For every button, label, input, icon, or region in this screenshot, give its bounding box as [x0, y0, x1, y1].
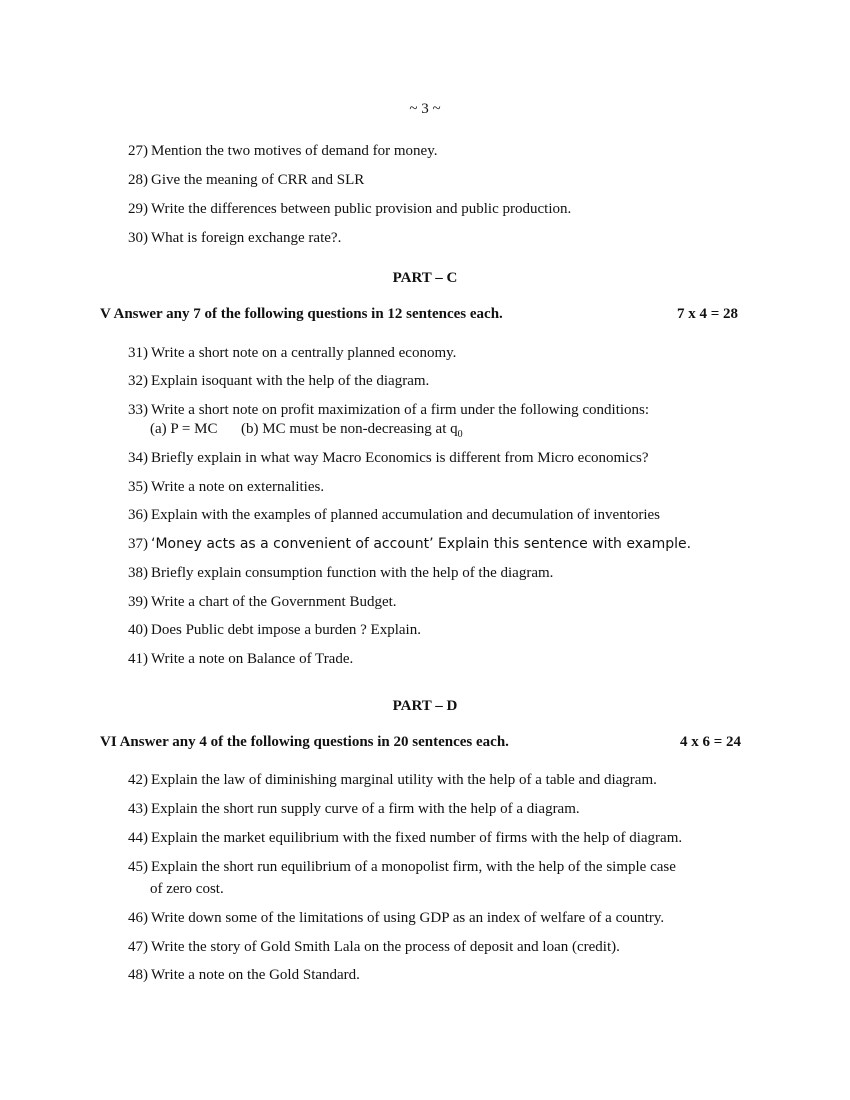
question-number: 33): [128, 402, 148, 418]
question-text: Write the story of Gold Smith Lala on the process of deposit and loan (credit).: [151, 939, 620, 955]
question-text: Mention the two motives of demand for money.: [151, 143, 438, 159]
question-text: Write a chart of the Government Budget.: [151, 594, 397, 610]
part-c-marks: 7 x 4 = 28: [677, 306, 739, 322]
question-number: 32): [128, 373, 148, 389]
question-text: Write down some of the limitations of using GDP as an index of welfare of a country.: [151, 910, 665, 926]
question-text: Give the meaning of CRR and SLR: [151, 172, 365, 188]
question-39: [122, 594, 397, 611]
question-number: 29): [128, 201, 148, 217]
question-text: Explain the short run supply curve of a firm with the help of a diagram.: [151, 801, 580, 817]
part-d-instruction: VI Answer any 4 of the following questions in 20 sentences each.: [100, 734, 509, 750]
question-text: Explain the short run equilibrium of a monopolist firm, with the help of the simple case: [151, 859, 676, 875]
question-42: [122, 772, 657, 789]
question-number: 44): [128, 830, 148, 846]
question-number: 38): [128, 565, 148, 581]
question-number: 34): [128, 450, 148, 466]
question-number: 31): [128, 345, 148, 361]
question-number: 46): [128, 910, 148, 926]
question-number: 36): [128, 507, 148, 523]
question-38: [122, 565, 553, 582]
question-text: What is foreign exchange rate?.: [151, 230, 342, 246]
question-number: 42): [128, 772, 148, 788]
question-number: 27): [128, 143, 148, 159]
question-43: [122, 801, 580, 818]
question-number: 39): [128, 594, 148, 610]
question-44: [122, 830, 682, 847]
question-40: [122, 622, 421, 639]
question-45-continuation: of zero cost.: [150, 881, 224, 897]
question-text: Write the differences between public provision and public production.: [151, 201, 572, 217]
condition-b: (b) MC must be non-decreasing at q: [241, 421, 458, 437]
question-number: 28): [128, 172, 148, 188]
question-number: 45): [128, 859, 148, 875]
question-text: Briefly explain in what way Macro Economics is different from Micro economics?: [151, 450, 649, 466]
question-33: [122, 402, 649, 419]
question-30: [122, 230, 341, 247]
question-text: Explain the law of diminishing marginal utility with the help of a table and diagram.: [151, 772, 657, 788]
question-text: Write a short note on a centrally planned economy.: [151, 345, 457, 361]
question-number: 35): [128, 479, 148, 495]
question-number: 30): [128, 230, 148, 246]
question-45: [122, 859, 676, 876]
question-34: [122, 450, 649, 467]
question-35: [122, 479, 324, 496]
question-48: [122, 967, 360, 984]
question-text: Does Public debt impose a burden ? Explain.: [151, 622, 421, 638]
question-37: [122, 536, 691, 553]
question-text: Write a short note on profit maximization of a firm under the following conditions:: [151, 402, 650, 418]
part-c-heading: PART – C: [392, 270, 458, 286]
page-number: ~ 3 ~: [409, 101, 441, 117]
question-number: 47): [128, 939, 148, 955]
question-29: [122, 201, 571, 218]
question-31: [122, 345, 456, 362]
question-text: Explain with the examples of planned accumulation and decumulation of inventories: [151, 507, 661, 523]
question-33-conditions: [150, 421, 463, 440]
question-32: [122, 373, 429, 390]
question-27: [122, 143, 437, 160]
question-number: 41): [128, 651, 148, 667]
question-46: [122, 910, 664, 927]
question-number: 37): [128, 536, 148, 552]
question-36: [122, 507, 660, 524]
question-text: Write a note on the Gold Standard.: [151, 967, 360, 983]
question-text: Explain the market equilibrium with the fixed number of firms with the help of diagram.: [151, 830, 683, 846]
condition-a: (a) P = MC: [150, 421, 218, 437]
question-text: Write a note on externalities.: [151, 479, 325, 495]
question-text: Write a note on Balance of Trade.: [151, 651, 354, 667]
question-28: [122, 172, 364, 189]
part-d-marks: 4 x 6 = 24: [680, 734, 742, 750]
part-c-instruction: V Answer any 7 of the following questions in 12 sentences each.: [100, 306, 503, 322]
question-41: [122, 651, 353, 668]
question-number: 43): [128, 801, 148, 817]
question-text: ‘Money acts as a convenient of account’ Explain this sentence with example.: [151, 536, 692, 552]
question-text: Briefly explain consumption function with the help of the diagram.: [151, 565, 554, 581]
question-number: 40): [128, 622, 148, 638]
question-number: 48): [128, 967, 148, 983]
part-d-heading: PART – D: [392, 698, 458, 714]
question-47: [122, 939, 620, 956]
subscript-zero: 0: [457, 429, 463, 440]
question-text: Explain isoquant with the help of the diagram.: [151, 373, 430, 389]
